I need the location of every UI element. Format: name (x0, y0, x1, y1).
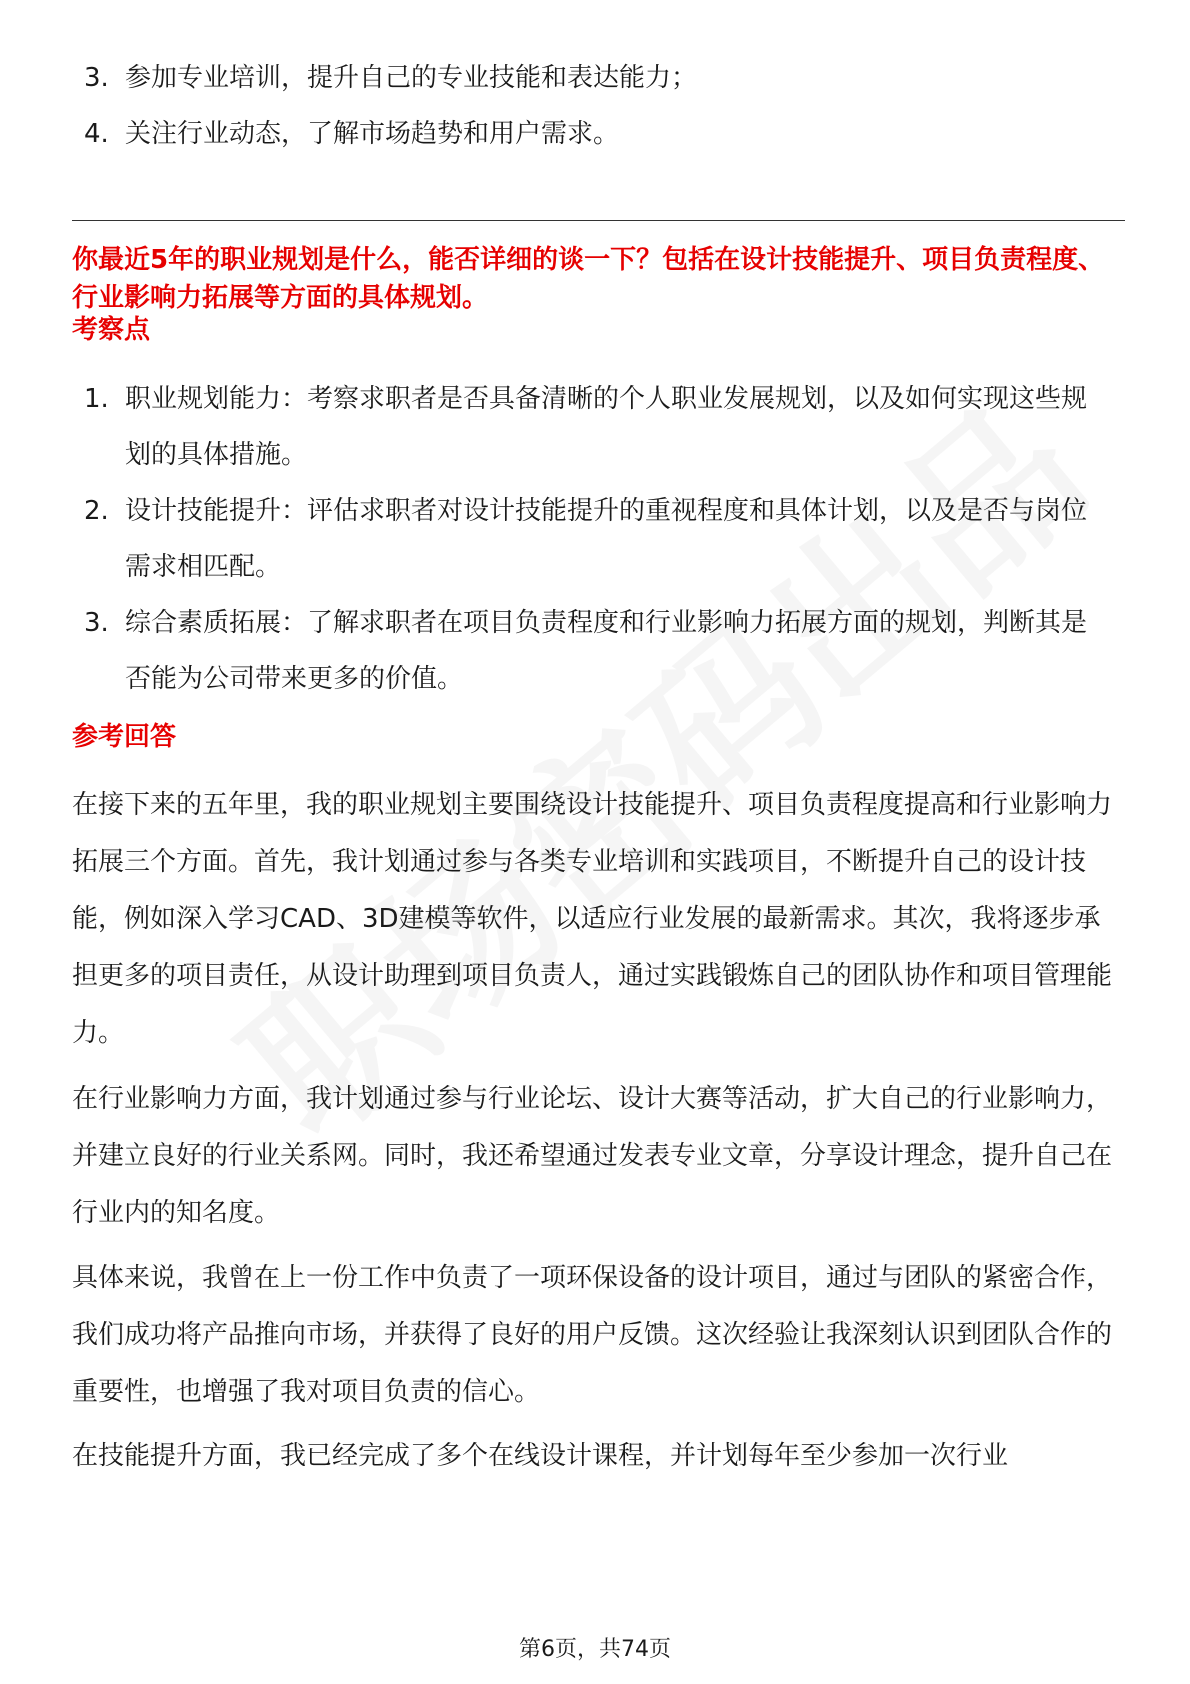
answer-paragraph: 具体来说，我曾在上一份工作中负责了一项环保设备的设计项目，通过与团队的紧密合作，我们成功将产品推向市场，并获得了良好的用户反馈。这次经验让我深刻认识到团队合作的重要性，也增强了我对项目负责的信心。 (72, 1263, 1113, 1407)
list-item (72, 595, 1112, 707)
list-number: 1. (84, 384, 109, 414)
list-text: 职业规划能力：考察求职者是否具备清晰的个人职业发展规划，以及如何实现这些规划的具体措施。 (125, 384, 1088, 470)
answer-heading: 参考回答 (72, 722, 177, 752)
list-item (72, 50, 1112, 106)
list-number: 4. (84, 119, 109, 149)
list-number: 2. (84, 496, 109, 526)
list-text: 设计技能提升：评估求职者对设计技能提升的重视程度和具体计划，以及是否与岗位需求相匹配。 (125, 496, 1088, 582)
list-item (72, 483, 1112, 595)
answer-paragraph: 在技能提升方面，我已经完成了多个在线设计课程，并计划每年至少参加一次行业 (72, 1441, 1009, 1471)
answer-paragraph: 在接下来的五年里，我的职业规划主要围绕设计技能提升、项目负责程度提高和行业影响力拓展三个方面。首先，我计划通过参与各类专业培训和实践项目，不断提升自己的设计技能，例如深入学习CAD、3D建模等软件，以适应行业发展的最新需求。其次，我将逐步承担更多的项目责任，从设计助理到项目负责人，通过实践锻炼自己的团队协作和项目管理能力。 (72, 790, 1113, 1048)
answer-paragraph: 在行业影响力方面，我计划通过参与行业论坛、设计大赛等活动，扩大自己的行业影响力，并建立良好的行业关系网。同时，我还希望通过发表专业文章，分享设计理念，提升自己在行业内的知名度。 (72, 1084, 1113, 1228)
points-heading: 考察点 (72, 315, 151, 345)
points-list (72, 371, 1112, 707)
list-text: 综合素质拓展：了解求职者在项目负责程度和行业影响力拓展方面的规划，判断其是否能为公司带来更多的价值。 (125, 608, 1088, 694)
interview-question: 你最近5年的职业规划是什么，能否详细的谈一下？包括在设计技能提升、项目负责程度、行业影响力拓展等方面的具体规划。 (72, 245, 1105, 313)
list-number: 3. (84, 63, 109, 93)
list-number: 3. (84, 608, 109, 638)
page-number: 第6页，共74页 (519, 1637, 671, 1662)
list-item (72, 371, 1112, 483)
section-divider (72, 220, 1125, 221)
list-item (72, 106, 1112, 162)
list-text: 参加专业培训，提升自己的专业技能和表达能力； (125, 63, 698, 93)
list-text: 关注行业动态，了解市场趋势和用户需求。 (125, 119, 620, 149)
top-list (72, 50, 1112, 162)
